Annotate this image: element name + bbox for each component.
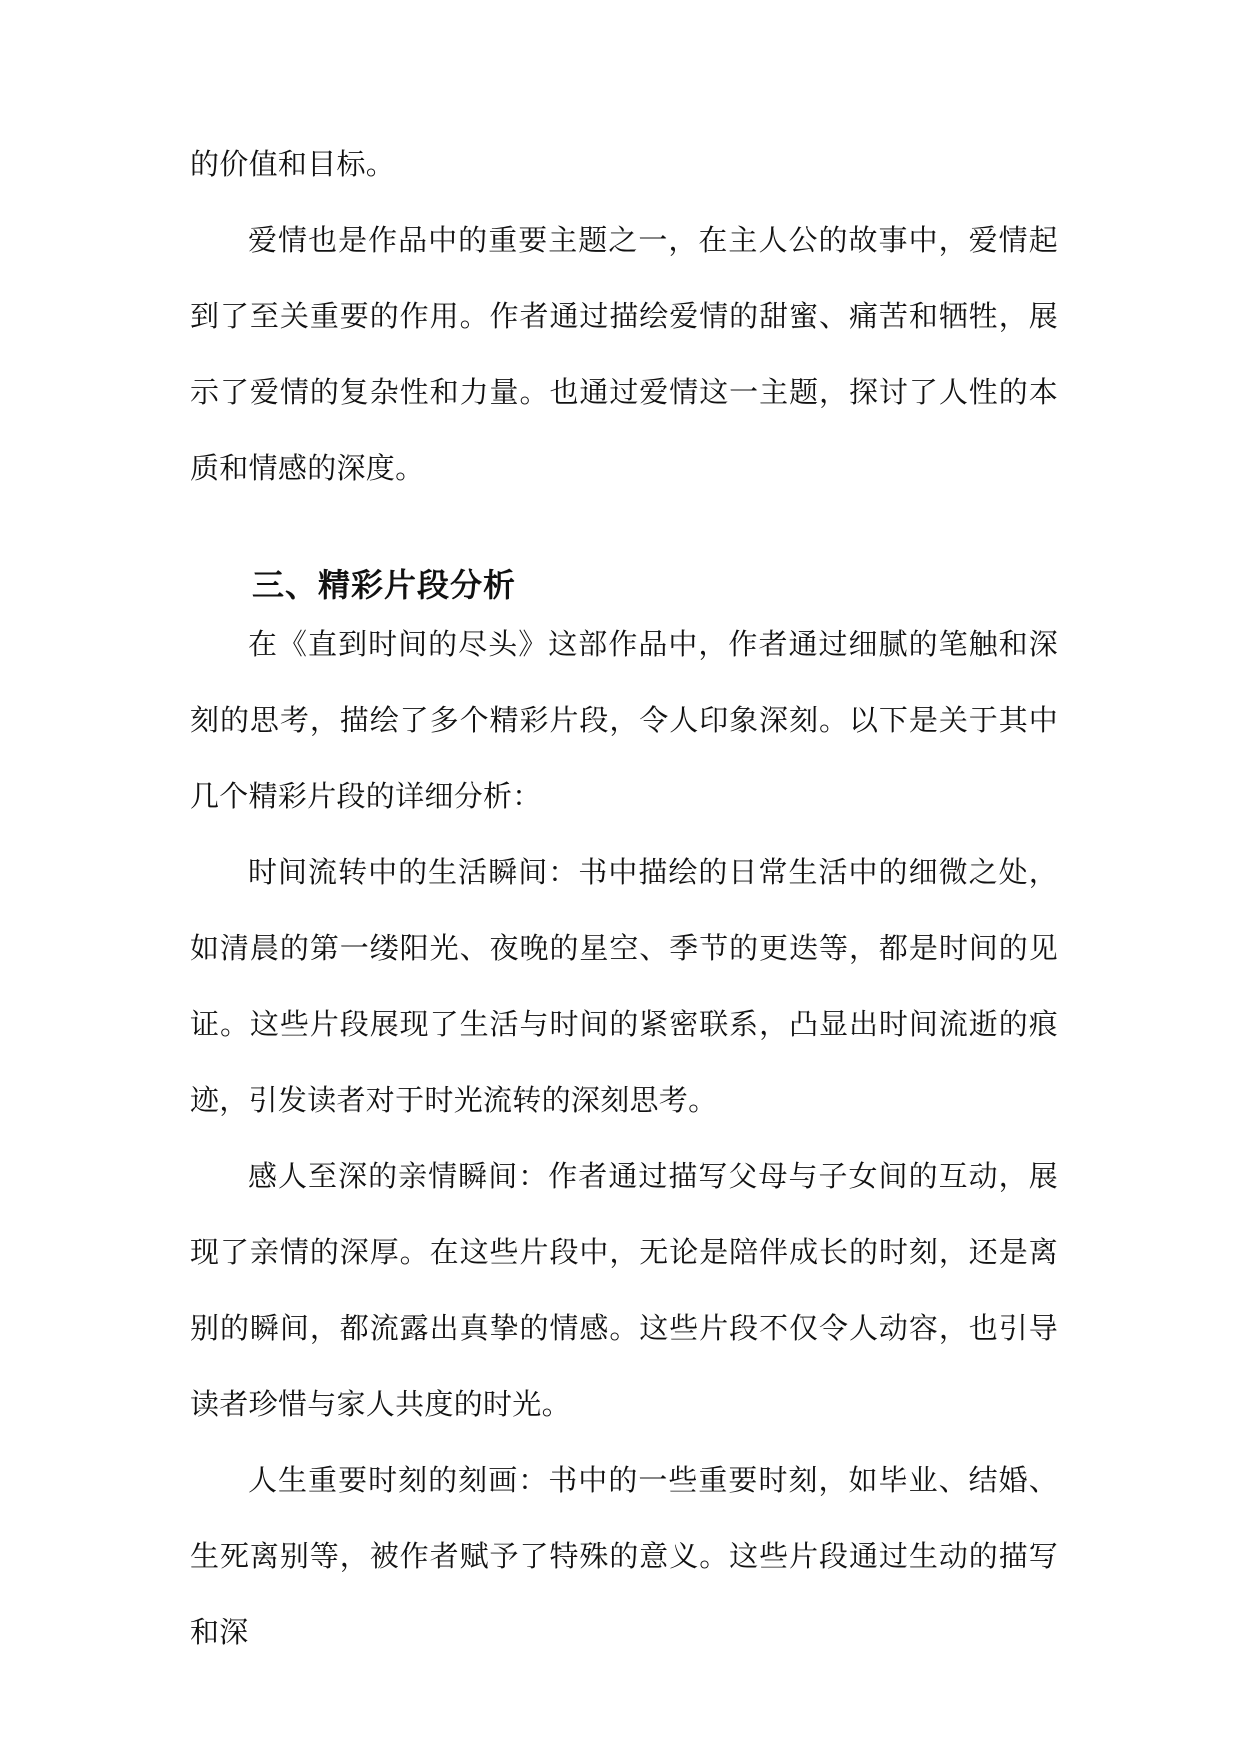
paragraph-love-theme: 爱情也是作品中的重要主题之一，在主人公的故事中，爱情起到了至关重要的作用。作者通过描绘爱情的甜蜜、痛苦和牺牲，展示了爱情的复杂性和力量。也通过爱情这一主题，探讨了人性的本质和情感的深度。: [190, 223, 1058, 485]
paragraph-continuation: 的价值和目标。: [190, 147, 396, 181]
paragraph-family-moments: 感人至深的亲情瞬间：作者通过描写父母与子女间的互动，展现了亲情的深厚。在这些片段中，无论是陪伴成长的时刻，还是离别的瞬间，都流露出真挚的情感。这些片段不仅令人动容，也引导读者珍惜与家人共度的时光。: [190, 1159, 1058, 1421]
paragraph-life-moments: 时间流转中的生活瞬间：书中描绘的日常生活中的细微之处，如清晨的第一缕阳光、夜晚的星空、季节的更迭等，都是时间的见证。这些片段展现了生活与时间的紧密联系，凸显出时间流逝的痕迹，引发读者对于时光流转的深刻思考。: [190, 855, 1058, 1117]
paragraph-intro: 在《直到时间的尽头》这部作品中，作者通过细腻的笔触和深刻的思考，描绘了多个精彩片段，令人印象深刻。以下是关于其中几个精彩片段的详细分析：: [190, 627, 1058, 813]
paragraph-important-moments: 人生重要时刻的刻画：书中的一些重要时刻，如毕业、结婚、生死离别等，被作者赋予了特殊的意义。这些片段通过生动的描写和深: [190, 1463, 1058, 1649]
section-heading: 三、精彩片段分析: [252, 566, 517, 604]
